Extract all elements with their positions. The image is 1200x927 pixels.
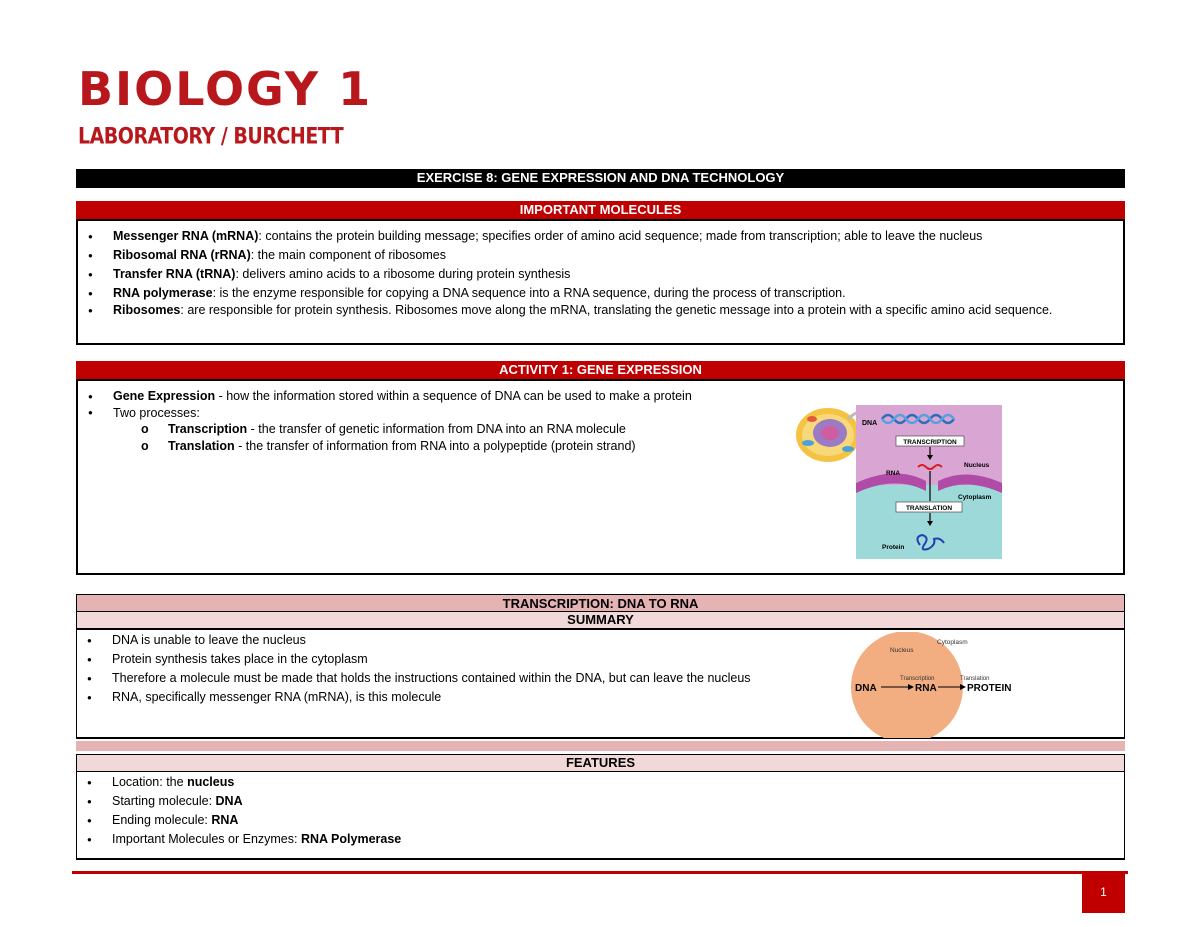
features-box — [76, 771, 1125, 860]
sub-list-item: o Translation - the transfer of information from RNA into a polypeptide (protein strand) — [141, 439, 636, 453]
document-title: BIOLOGY 1 — [78, 62, 373, 116]
list-item: ● Messenger RNA (mRNA): contains the protein building message; specifies order of amino acid sequence; made from transcription; able to leave the nucleus — [78, 227, 1123, 246]
activity1-heading: ACTIVITY 1: GENE EXPRESSION — [76, 361, 1125, 380]
summary-box — [76, 629, 1125, 739]
list-item: ● Important Molecules or Enzymes: RNA Polymerase — [77, 830, 1124, 849]
diagram-label-nucleus: Nucleus — [890, 647, 914, 654]
page-number: 1 — [1082, 872, 1125, 913]
diagram-label-protein: PROTEIN — [967, 683, 1012, 694]
list-item: ● Transfer RNA (tRNA): delivers amino acids to a ribosome during protein synthesis — [78, 265, 1123, 284]
list-item: ● RNA, specifically messenger RNA (mRNA), is this molecule — [77, 688, 1124, 707]
diagram-label-transcription: Transcription — [900, 676, 935, 682]
molecules-heading: IMPORTANT MOLECULES — [76, 201, 1125, 220]
diagram-label-dna: DNA — [862, 420, 878, 427]
list-item: ● Ribosomal RNA (rRNA): the main component of ribosomes — [78, 246, 1123, 265]
sub-list-item: o Transcription - the transfer of genetic information from DNA into an RNA molecule — [141, 422, 626, 436]
list-item: ● Starting molecule: DNA — [77, 792, 1124, 811]
list-item: ● DNA is unable to leave the nucleus — [77, 631, 1124, 650]
diagram-label-nucleus: Nucleus — [964, 462, 990, 469]
list-item: ● Location: the nucleus — [77, 773, 1124, 792]
diagram-label-rna: RNA — [886, 470, 901, 477]
diagram-label-transcription: TRANSCRIPTION — [903, 439, 957, 446]
exercise-title: EXERCISE 8: GENE EXPRESSION AND DNA TECHNOLOGY — [76, 169, 1125, 188]
list-item: ● Therefore a molecule must be made that holds the instructions contained within the DNA, but can leave the nucleus — [77, 669, 1124, 688]
gene-expression-diagram — [856, 405, 1002, 559]
footer-rule — [72, 871, 1128, 874]
list-item: ● Gene Expression - how the information stored within a sequence of DNA can be used to make a protein — [78, 388, 1123, 405]
diagram-label-protein: Protein — [882, 544, 905, 551]
diagram-label-cytoplasm: Cytoplasm — [958, 494, 992, 501]
diagram-label-rna: RNA — [915, 683, 937, 694]
list-item: ● Ending molecule: RNA — [77, 811, 1124, 830]
diagram-label-cytoplasm: Cytoplasm — [937, 639, 968, 646]
transcription-diagram — [842, 632, 1042, 738]
list-item: ● Two processes: — [78, 405, 1123, 421]
molecules-box — [76, 219, 1125, 345]
diagram-label-dna: DNA — [855, 683, 877, 694]
summary-heading: SUMMARY — [76, 611, 1125, 629]
transcription-heading: TRANSCRIPTION: DNA TO RNA — [76, 594, 1125, 611]
list-item: ● Ribosomes: are responsible for protein synthesis. Ribosomes move along the mRNA, translating the genetic message into a protein with a specific amino acid sequence. — [78, 303, 1123, 318]
document-subtitle: LABORATORY / BURCHETT — [78, 123, 344, 149]
features-list — [77, 773, 1124, 849]
features-spacer — [76, 741, 1125, 751]
features-heading: FEATURES — [76, 754, 1125, 772]
list-item: ● RNA polymerase: is the enzyme responsible for copying a DNA sequence into a RNA sequence, during the process of transcription. — [78, 284, 1123, 303]
molecules-list — [78, 227, 1123, 318]
diagram-label-translation: Translation — [960, 676, 990, 682]
diagram-label-translation: TRANSLATION — [905, 505, 953, 512]
activity1-box — [76, 379, 1125, 575]
list-item: ● Protein synthesis takes place in the cytoplasm — [77, 650, 1124, 669]
